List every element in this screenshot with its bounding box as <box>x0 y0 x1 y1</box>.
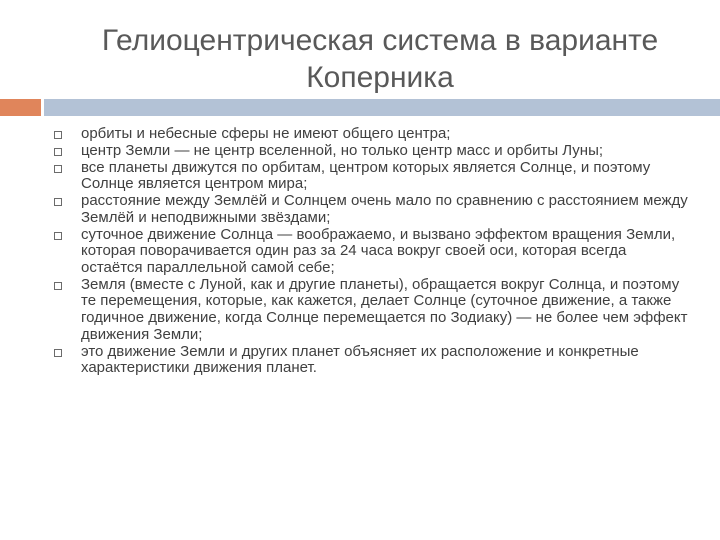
bullet-text: центр Земли — не центр вселенной, но только центр масс и орбиты Луны; <box>81 141 604 159</box>
bullet-text: расстояние между Землёй и Солнцем очень мало по сравнению с расстоянием между Землёй и неподвижными звёздами; <box>81 192 688 226</box>
bullet-text: это движение Земли и других планет объясняет их расположение и конкретные характеристики движения планет. <box>81 342 639 377</box>
square-bullet-icon <box>54 131 62 139</box>
slide-title-line-1: Гелиоцентрическая система в варианте <box>101 24 659 57</box>
square-bullet-icon <box>54 282 62 290</box>
bullet-text: суточное движение Солнца — воображаемо, и вызвано эффектом вращения Земли, которая поворачивается один раз за 24 часа вокруг своей оси, которая всегда остаётся параллельной самой себе; <box>81 225 676 276</box>
list-item <box>52 126 692 143</box>
slide-title <box>40 22 720 96</box>
list-item <box>52 227 692 277</box>
bullet-list <box>52 126 692 377</box>
list-item <box>52 193 692 226</box>
bullet-text: все планеты движутся по орбитам, центром которых является Солнце, и поэтому Солнце является центром мира; <box>81 158 651 193</box>
divider-bar <box>44 99 720 116</box>
bullet-text: Земля (вместе с Луной, как и другие планеты), обращается вокруг Солнца, и поэтому те перемещения, которые, как кажется, делает Солнце (суточное движение, а также годичное движение, когда Солнце перемещается по Зодиаку) — не более чем эффект движения Земли; <box>81 275 688 343</box>
square-bullet-icon <box>54 148 62 156</box>
list-item <box>52 160 692 193</box>
square-bullet-icon <box>54 165 62 173</box>
bullet-text: орбиты и небесные сферы не имеют общего центра; <box>81 125 451 142</box>
list-item <box>52 143 692 160</box>
divider-accent-block <box>0 99 41 116</box>
square-bullet-icon <box>54 349 62 357</box>
square-bullet-icon <box>54 198 62 206</box>
list-item <box>52 344 692 377</box>
square-bullet-icon <box>54 232 62 240</box>
slide-title-line-2: Коперника <box>306 61 454 94</box>
list-item <box>52 277 692 343</box>
